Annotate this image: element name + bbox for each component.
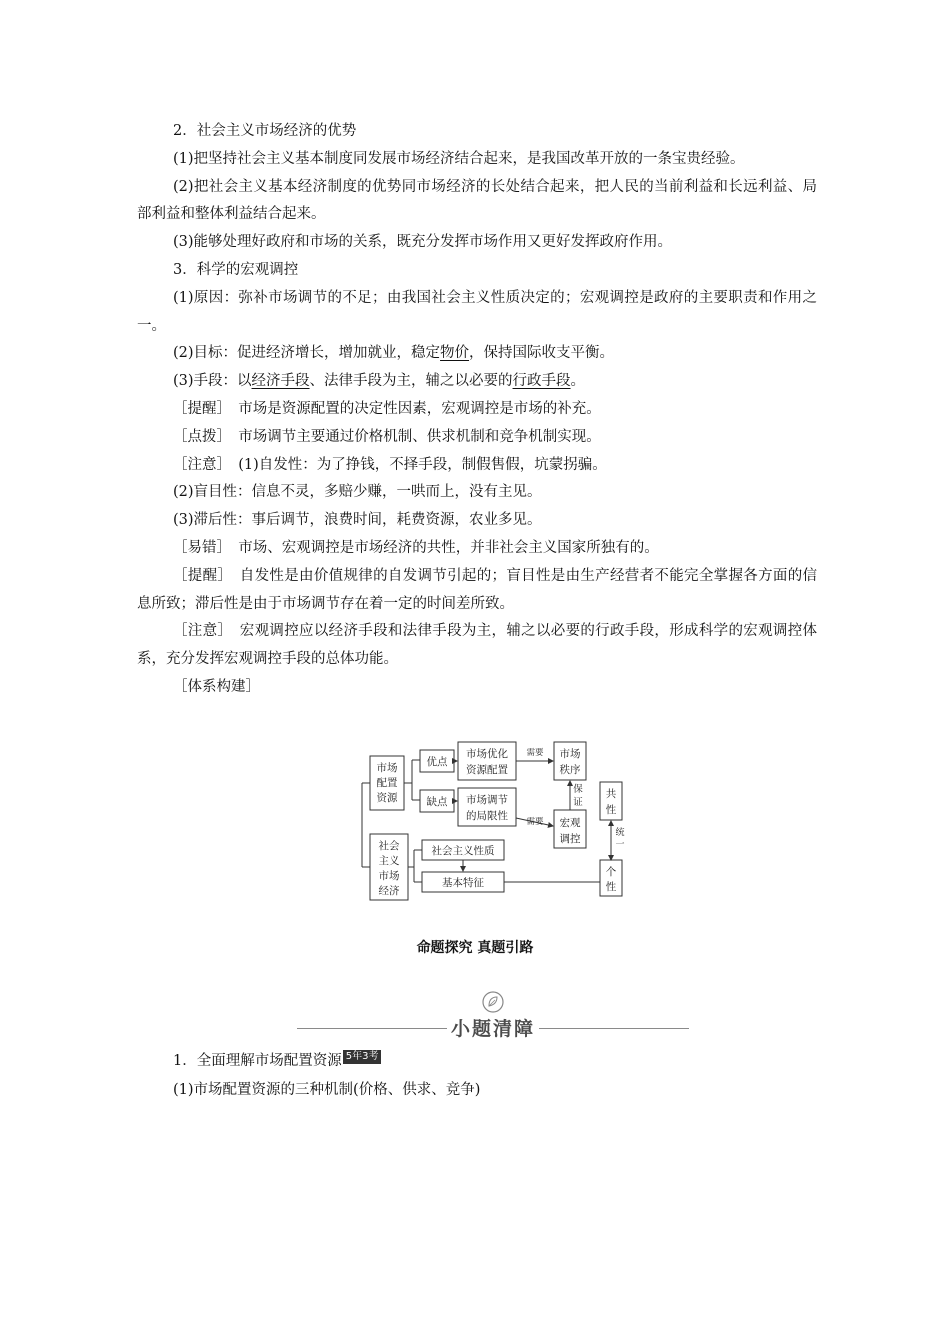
label-disadvantage: 缺点 — [426, 796, 448, 808]
label-market-allocation-3: 资源 — [376, 792, 398, 804]
macro-goal-underlined: 物价 — [440, 345, 470, 362]
section-title: 命题探究 真题引路 — [416, 940, 534, 956]
label-macro-control-2: 调控 — [559, 833, 581, 845]
advantage-item-2: (2)把社会主义基本经济制度的优势同市场经济的长处结合起来，把人民的当前利益和长远利益、局部利益和整体利益结合起来。 — [137, 178, 817, 223]
concept-diagram — [356, 738, 628, 908]
macro-goal-suffix: ，保持国际收支平衡。 — [469, 345, 615, 362]
label-need-1: 需要 — [526, 748, 544, 758]
note-attention-2: ［注意］ 宏观调控应以经济手段和法律手段为主，辅之以必要的行政手段，形成科学的宏观调控体系，充分发挥宏观调控手段的总体功能。 — [137, 623, 817, 668]
advantage-item-3: (3)能够处理好政府和市场的关系，既充分发挥市场作用又更好发挥政府作用。 — [173, 234, 673, 251]
label-basic-feature: 基本特征 — [442, 877, 484, 889]
label-socialist-market-4: 经济 — [378, 885, 400, 897]
banner-line-right — [539, 1028, 689, 1029]
label-market-allocation-1: 市场 — [376, 762, 398, 774]
macro-heading: 3．科学的宏观调控 — [173, 261, 299, 278]
note-reminder-2: ［提醒］ 自发性是由价值规律的自发调节引起的；盲目性是由生产经营者不能完全掌握各方面的信息所致；滞后性是由于市场调节存在着一定的时间差所致。 — [137, 567, 817, 612]
note-hint: ［点拨］ 市场调节主要通过价格机制、供求机制和竞争机制实现。 — [173, 428, 601, 445]
note-attention-1: ［注意］ (1)自发性：为了挣钱，不择手段，制假售假，坑蒙拐骗。 — [173, 456, 607, 473]
note-blindness: (2)盲目性：信息不灵，多赔少赚，一哄而上，没有主见。 — [173, 484, 542, 501]
main-text — [137, 118, 817, 702]
macro-goal-prefix: (2)目标：促进经济增长，增加就业，稳定 — [173, 345, 441, 362]
advantage-item-1: (1)把坚持社会主义基本制度同发展市场经济结合起来，是我国改革开放的一条宝贵经验。 — [173, 150, 745, 167]
label-market-order-1: 市场 — [559, 748, 581, 760]
section-banner — [297, 990, 689, 1050]
label-individuality-1: 个 — [605, 866, 617, 878]
question-1-text: 1．全面理解市场配置资源 — [173, 1053, 342, 1069]
macro-reason: (1)原因：弥补市场调节的不足；由我国社会主义性质决定的；宏观调控是政府的主要职责和作用之一。 — [137, 289, 817, 334]
label-unity-2: 一 — [615, 840, 625, 850]
frequency-badge: 5年3考 — [343, 1050, 382, 1064]
note-system: ［体系构建］ — [173, 678, 260, 695]
macro-means-underlined-1: 经济手段 — [251, 373, 310, 390]
macro-means-underlined-2: 行政手段 — [512, 373, 571, 390]
label-socialist-market-3: 市场 — [378, 870, 400, 882]
question-1-sub: (1)市场配置资源的三种机制(价格、供求、竞争) — [173, 1082, 481, 1098]
label-optimize-2: 资源配置 — [466, 764, 508, 776]
macro-means-prefix: (3)手段：以 — [173, 373, 252, 390]
label-market-allocation-2: 配置 — [376, 777, 398, 789]
label-guarantee-1: 保 — [573, 784, 583, 795]
macro-means — [137, 368, 817, 396]
label-need-2: 需要 — [526, 817, 544, 827]
note-mistake: ［易错］ 市场、宏观调控是市场经济的共性，并非社会主义国家所独有的。 — [173, 539, 659, 556]
label-socialist-market-2: 主义 — [378, 855, 400, 867]
macro-goal — [137, 340, 817, 368]
leaf-icon — [481, 990, 505, 1014]
note-lag: (3)滞后性：事后调节，浪费时间，耗费资源，农业多见。 — [173, 512, 542, 529]
label-individuality-2: 性 — [605, 881, 617, 893]
label-limitation-2: 的局限性 — [466, 810, 508, 822]
advantage-heading: 2．社会主义市场经济的优势 — [173, 123, 357, 139]
label-macro-control-1: 宏观 — [559, 817, 581, 829]
label-unity-1: 统 — [615, 828, 625, 838]
label-commonality-2: 性 — [605, 804, 617, 816]
label-socialist-nature: 社会主义性质 — [431, 845, 495, 857]
label-guarantee-2: 证 — [573, 797, 583, 808]
macro-means-suffix: 。 — [570, 373, 586, 390]
question-1 — [173, 1049, 381, 1073]
label-socialist-market-1: 社会 — [378, 840, 400, 852]
note-reminder-1: ［提醒］ 市场是资源配置的决定性因素，宏观调控是市场的补充。 — [173, 400, 601, 417]
label-advantage: 优点 — [426, 756, 448, 768]
label-limitation-1: 市场调节 — [466, 794, 508, 806]
macro-means-mid: 、法律手段为主，辅之以必要的 — [309, 373, 513, 390]
banner-title: 小题清障 — [450, 1018, 535, 1040]
label-market-order-2: 秩序 — [559, 764, 581, 776]
label-commonality-1: 共 — [605, 788, 617, 800]
label-optimize-1: 市场优化 — [466, 748, 508, 760]
